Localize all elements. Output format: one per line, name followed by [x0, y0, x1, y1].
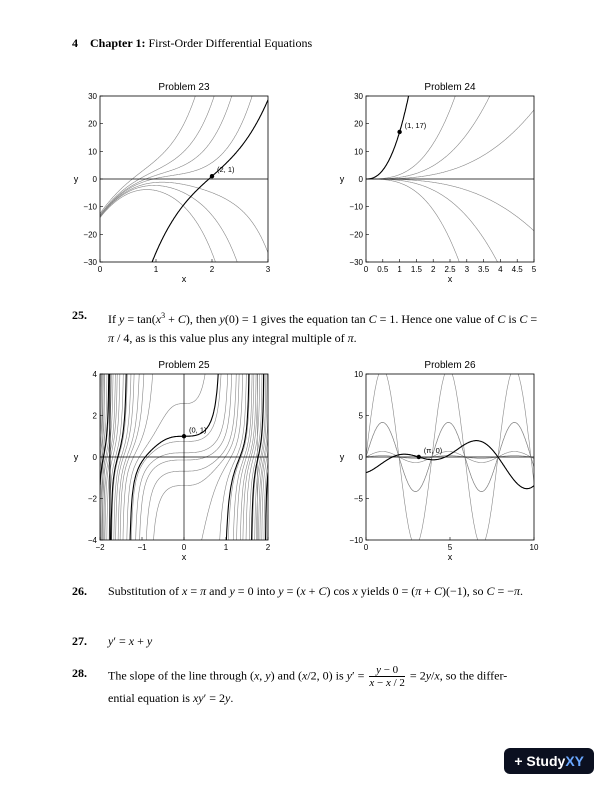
plot-23-svg	[70, 76, 280, 290]
x-tick-label: 3.5	[478, 265, 490, 274]
y-tick-label: −10	[349, 202, 363, 212]
plot-title: Problem 23	[158, 82, 210, 93]
y-tick-label: 5	[358, 411, 363, 421]
y-tick-label: 20	[88, 119, 97, 129]
y-tick-label: −4	[87, 536, 97, 545]
y-tick-label: 0	[92, 175, 97, 184]
plot-problem-25	[70, 354, 280, 568]
initial-point	[182, 434, 186, 438]
initial-point	[417, 455, 421, 459]
y-tick-label: −10	[349, 536, 363, 545]
y-tick-label: 30	[354, 92, 363, 101]
problem-text: If $y = \tan(x^3 + C)$, then y(0) = 1 gives the equation tan C = 1. Hence one value of C is C = π / 4, as is this value plus any integral multiple of π.	[108, 311, 538, 345]
x-tick-label: 2	[265, 543, 271, 552]
problem-number: 26.	[72, 584, 87, 598]
problem-28	[72, 664, 540, 708]
y-tick-label: 0	[358, 453, 363, 462]
y-tick-label: 10	[88, 147, 97, 157]
x-tick-label: 1	[223, 543, 229, 552]
problem-25	[72, 306, 540, 348]
plot-problem-23	[70, 76, 280, 290]
plot-problem-26	[336, 354, 546, 568]
x-axis-label: x	[447, 552, 453, 562]
x-tick-label: 0	[181, 543, 187, 552]
y-tick-label: 0	[92, 453, 97, 462]
x-tick-label: 1	[397, 265, 402, 274]
y-axis-label: y	[73, 452, 79, 462]
y-tick-label: 20	[354, 119, 363, 129]
x-tick-label: 0.5	[377, 265, 389, 274]
initial-point	[397, 130, 401, 134]
chapter-label: Chapter 1:	[90, 36, 146, 50]
y-tick-label: 2	[92, 411, 97, 421]
studyxy-logo: + StudyXY	[504, 748, 594, 774]
y-tick-label: 10	[354, 370, 363, 379]
y-tick-label: −30	[349, 258, 363, 267]
plot-title: Problem 26	[424, 360, 476, 371]
page-number: 4	[72, 36, 78, 50]
problem-number: 25.	[72, 308, 87, 322]
y-tick-label: 30	[88, 92, 97, 101]
slope-fraction: $\frac{y - 0}{x - x / 2}$	[369, 664, 405, 689]
problem-text: Substitution of x = π and y = 0 into y = (x + C) cos x yields 0 = (π + C)(−1), so C = −π.	[108, 584, 524, 598]
x-tick-label: 5	[531, 265, 537, 274]
y-tick-label: −20	[349, 230, 363, 240]
x-tick-label: 0	[97, 265, 103, 274]
y-tick-label: 0	[358, 175, 363, 184]
x-tick-label: 2.5	[444, 265, 456, 274]
point-label: (1, 17)	[404, 120, 427, 130]
y-axis-label: y	[73, 174, 79, 184]
problem-text: y′ = x + y	[108, 634, 153, 648]
point-label: (2, 1)	[217, 165, 235, 175]
plot-title: Problem 25	[158, 360, 210, 371]
point-label: (0, 1)	[189, 425, 207, 435]
x-tick-label: 0	[363, 543, 369, 552]
solution-curve	[366, 179, 534, 231]
x-axis-label: x	[447, 274, 453, 284]
plot-25-svg	[70, 354, 280, 568]
initial-point	[210, 174, 214, 178]
x-tick-label: 1	[153, 265, 159, 274]
x-axis-label: x	[181, 552, 187, 562]
problem-number: 27.	[72, 634, 87, 648]
chapter-title: First-Order Differential Equations	[148, 36, 313, 50]
plot-problem-24	[336, 76, 546, 290]
y-tick-label: −2	[87, 494, 97, 504]
x-tick-label: 3	[265, 265, 271, 274]
x-axis-label: x	[181, 274, 187, 284]
y-tick-label: −30	[83, 258, 97, 267]
plot-24-svg	[336, 76, 546, 290]
plot-title: Problem 24	[424, 82, 476, 93]
x-tick-label: 0	[363, 265, 369, 274]
y-axis-label: y	[339, 174, 345, 184]
y-tick-label: −10	[83, 202, 97, 212]
x-tick-label: 2	[209, 265, 215, 274]
x-tick-label: 1.5	[410, 265, 422, 274]
solution-curve	[100, 0, 245, 214]
problem-text: The slope of the line through (x, y) and (x/2, 0) is y′ = $\frac{y - 0}{x - x / 2}$ = 2y/x, so the differ- ential equation is xy′ = 2y.	[108, 664, 508, 705]
problem-number: 28.	[72, 666, 87, 680]
x-tick-label: 10	[529, 543, 539, 552]
solution-curve	[100, 0, 263, 215]
y-tick-label: 10	[354, 147, 363, 157]
x-tick-label: −1	[137, 543, 147, 552]
x-tick-label: 3	[464, 265, 470, 274]
y-tick-label: −5	[353, 494, 363, 504]
plot-26-svg	[336, 354, 546, 568]
y-tick-label: −20	[83, 230, 97, 240]
x-tick-label: −2	[95, 543, 105, 552]
solution-curve	[100, 0, 268, 216]
x-tick-label: 5	[447, 543, 453, 552]
x-tick-label: 4	[498, 265, 503, 274]
particular-solution	[366, 441, 534, 489]
problem-26	[72, 582, 540, 601]
page-header	[72, 36, 312, 51]
x-tick-label: 2	[430, 265, 436, 274]
solution-curve	[366, 110, 534, 179]
y-tick-label: 4	[92, 370, 97, 379]
point-label: (π, 0)	[423, 446, 443, 455]
problem-27	[72, 632, 540, 651]
x-tick-label: 4.5	[511, 265, 523, 274]
y-axis-label: y	[339, 452, 345, 462]
